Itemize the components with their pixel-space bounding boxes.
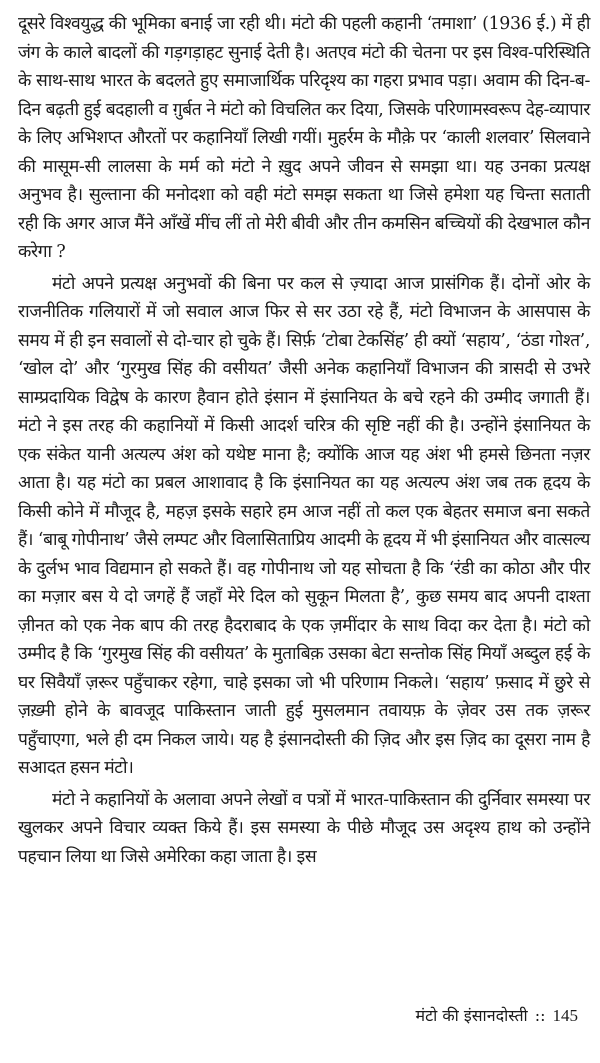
running-title: मंटो की इंसानदोस्ती [415,1006,528,1025]
paragraph-1: दूसरे विश्वयुद्ध की भूमिका बनाई जा रही थी। मंटो की पहली कहानी ‘तमाशा’ (1936 ई.) में ही जंग के काले बादलों की गड़गड़ाहट सुनाई देती है। अतएव मंटो की चेतना पर इस विश्व-परिस्थिति के साथ-साथ भारत के बदलते हुए समाजार्थिक परिदृश्य का गहरा प्रभाव पड़ा। अवाम की दिन-ब-दिन बढ़ती हुई बदहाली व ग़ुर्बत ने मंटो को विचलित कर दिया, जिसके परिणामस्वरूप देह-व्यापार के लिए अभिशप्त औरतों पर कहानियाँ लिखी गयीं। मुहर्रम के मौक़े पर ‘काली शलवार’ सिलवाने की मासूम-सी लालसा के मर्म को मंटो ने ख़ुद अपने जीवन से समझा था। यह उनका प्रत्यक्ष अनुभव है। सुल्ताना की मनोदशा को वही मंटो समझ सकता था जिसे हमेशा यह चिन्ता सताती रही कि अगर आज मैंने आँखें मींच लीं तो मेरी बीवी और तीन कमसिन बच्चियों की देखभाल कौन करेगा ? [18,14,590,262]
page-footer [416,1005,579,1027]
paragraph-3: मंटो ने कहानियों के अलावा अपने लेखों व पत्रों में भारत-पाकिस्तान की दुर्निवार समस्या पर खुलकर अपने विचार व्यक्त किये हैं। इस समस्या के पीछे मौजूद उस अदृश्य हाथ को उन्होंने पहचान लिया था जिसे अमेरिका कहा जाता है। इस [18,789,590,867]
body-text [18,10,590,871]
page-number: 145 [552,1006,578,1025]
paragraph-2: मंटो अपने प्रत्यक्ष अनुभवों की बिना पर कल से ज़्यादा आज प्रासंगिक हैं। दोनों ओर के राजनीतिक गलियारों में जो सवाल आज फिर से सर उठा रहे हैं, मंटो विभाजन के आसपास के समय में ही इन सवालों से दो-चार हो चुके हैं। सिर्फ़ ‘टोबा टेकसिंह’ ही क्यों ‘सहाय’, ‘ठंडा गोश्त’, ‘खोल दो’ और ‘गुरमुख सिंह की वसीयत’ जैसी अनेक कहानियाँ विभाजन की त्रासदी से उभरे साम्प्रदायिक विद्वेष के कारण हैवान होते इंसान में इंसानियत के बचे रहने की उम्मीद जगाती हैं। मंटो ने इस तरह की कहानियों में किसी आदर्श चरित्र की सृष्टि नहीं की है। उन्होंने इंसानियत के एक संकेत यानी अत्यल्प अंश को यथेष्ट माना है; क्योंकि आज यह अंश भी हमसे छिनता नज़र आता है। यह मंटो का प्रबल आशावाद है कि इंसानियत का यह अत्यल्प अंश जब तक हृदय के किसी कोने में मौजूद है, महज़ इसके सहारे हम आज नहीं तो कल एक बेहतर समाज बना सकते हैं। ‘बाबू गोपीनाथ’ जैसे लम्पट और विलासिताप्रिय आदमी के हृदय में भी इंसानियत और वात्सल्य के दुर्लभ भाव विद्यमान हो सकते हैं। वह गोपीनाथ जो यह सोचता है कि ‘रंडी का कोठा और पीर का मज़ार बस ये दो जगहें हैं जहाँ मेरे दिल को सुकून मिलता है’, कुछ समय बाद अपनी दाश्ता ज़ीनत को एक नेक बाप की तरह हैदराबाद के एक ज़मींदार के साथ विदा कर देता है। मंटो को उम्मीद है कि ‘गुरमुख सिंह की वसीयत’ के मुताबिक़ उसका बेटा सन्तोक सिंह मियाँ अब्दुल हई के घर सिवैयाँ ज़रूर पहुँचाकर रहेगा, चाहे इसका जो भी परिणाम निकले। ‘सहाय’ फ़साद में छुरे से ज़ख़्मी होने के बावजूद पाकिस्तान जाती हुई मुसलमान तवायफ़ के ज़ेवर उस तक ज़रूर पहुँचाएगा, भले ही दम निकल जाये। यह है इंसानदोस्ती की ज़िद और इस ज़िद का दूसरा नाम है सआदत हसन मंटो। [18,273,590,778]
footer-separator: :: [534,1006,546,1025]
